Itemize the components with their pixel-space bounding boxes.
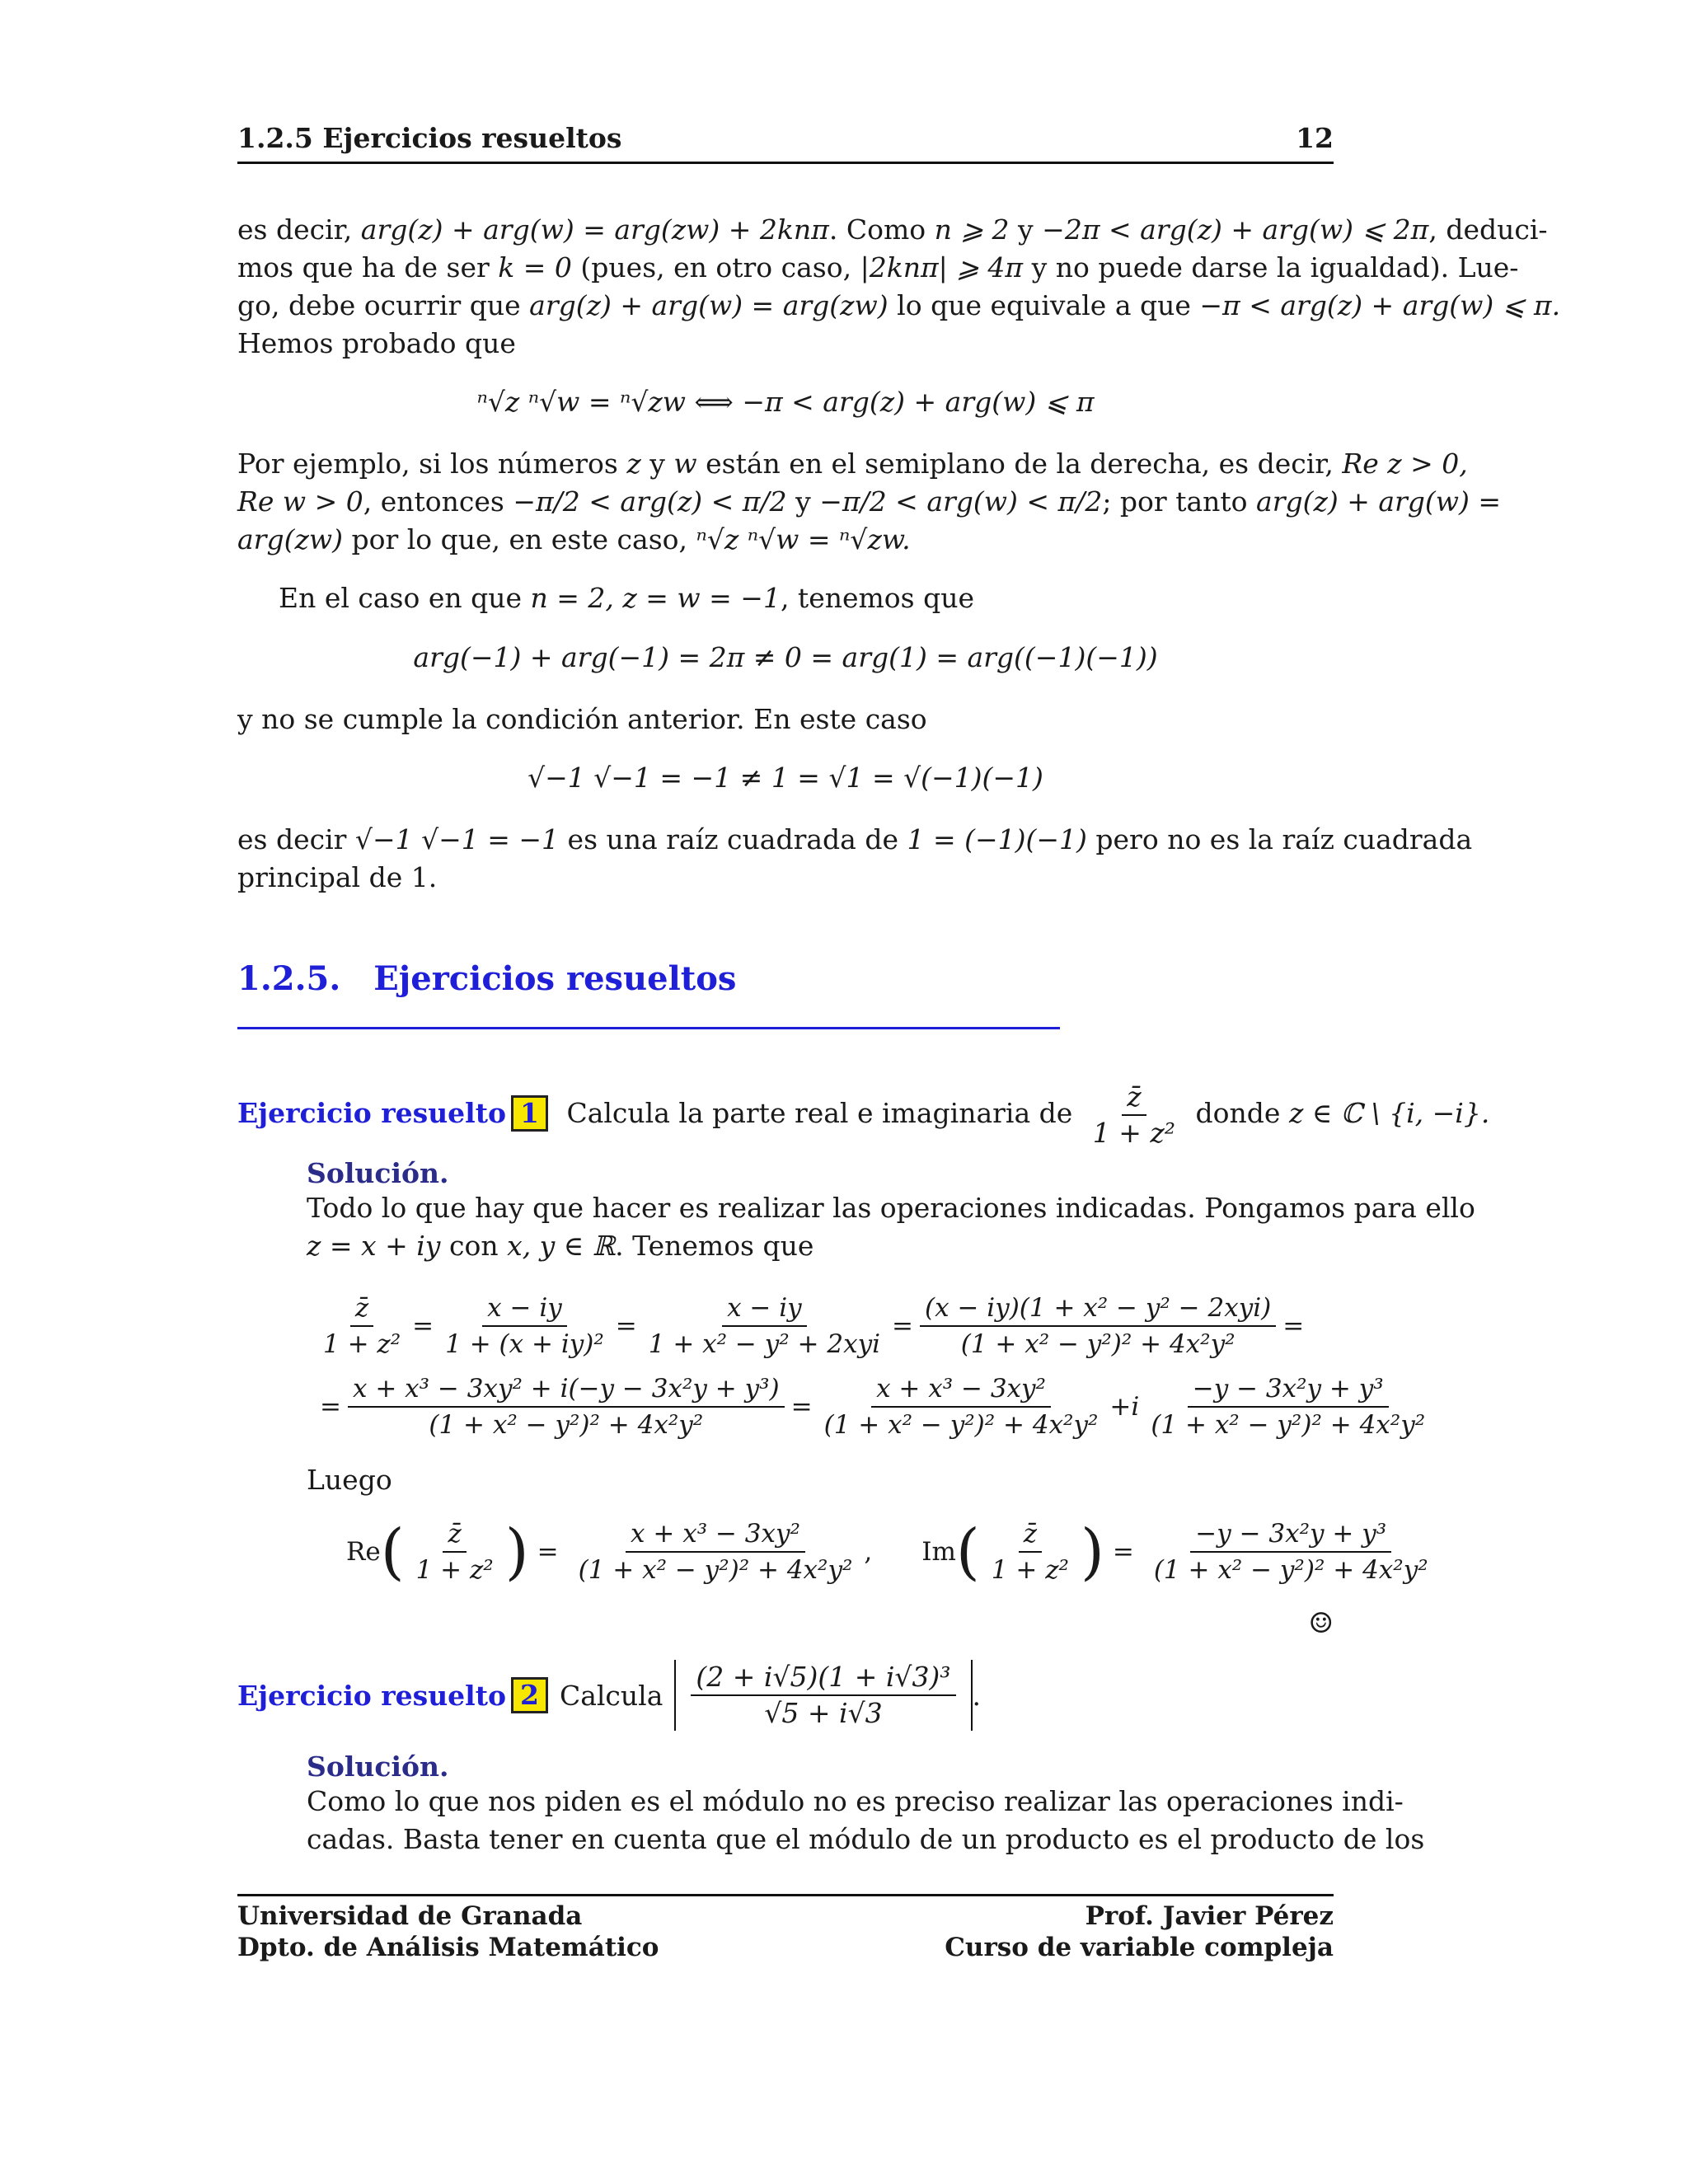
math-inline: arg(z) + arg(w) = arg(zw) [529, 289, 889, 321]
para5-line2 [237, 859, 1334, 897]
computation-row-2: = $\frac{\text{x + x³ − 3xy² + i(−y − 3x²y + y³)}}{\text{(1 + x² − y²)² + 4x²y²}}$ = $\frac{\text{x + x³ − 3xy²}}{\text{(1 + x² − y²)² + 4x²y²}}$ + i $\frac{\text{−y − 3x²y + y³}}{\text{(1 + x² − y²)² + 4x²y²}}$ [320, 1371, 1437, 1442]
paragraph-5 [237, 821, 1473, 897]
solution-text: Todo lo que hay que hacer es realizar las operaciones indicadas. Pongamos para ello [307, 1192, 1475, 1224]
luego-text: Luego [307, 1464, 392, 1496]
section-number: 1.2.5. [237, 959, 341, 998]
fraction-denominator: (1 + x² − y²)² + 4x²y² [1151, 1410, 1426, 1440]
solution-1 [307, 1157, 1475, 1265]
math-inline: Re z > 0, [1342, 448, 1468, 480]
text: , tenemos que [780, 582, 974, 614]
fraction [440, 1291, 609, 1361]
section-rule [237, 1027, 1060, 1029]
math-inline: 1. [410, 861, 438, 893]
page [237, 0, 1561, 2184]
fraction [1149, 1516, 1433, 1587]
text: Calcula la parte real e imaginaria de [566, 1097, 1073, 1129]
equation-roots-product: ⁿ√z ⁿ√w = ⁿ√zw ⟺ −π < arg(z) + arg(w) ⩽ π [476, 386, 1095, 418]
footer-department: Dpto. de Análisis Matemático [237, 1933, 659, 1962]
para1-line1 [237, 211, 1548, 249]
paragraph-2 [237, 445, 1502, 559]
computation-row-1: $\frac{z̄}{\text{1 + z²}}$ = $\frac{x - iy}{\text{1 + (x + iy)²}}$ = $\frac{x - iy}{\text{1 + x² − y² + 2xyi}}$ = $\frac{\text{(x − iy)(1 + x² − y² − 2xyi)}}{\text{(1 + x² − y²)² + 4x²y²}}$ = [312, 1291, 1304, 1361]
fraction [920, 1291, 1276, 1361]
fraction-denominator: (1 + x² − y²)² + 4x²y² [1153, 1555, 1428, 1585]
fraction-numerator: z̄ [1122, 1080, 1146, 1116]
fraction-denominator: 1 + x² − y² + 2xyi [648, 1329, 881, 1359]
footer-rule [237, 1894, 1334, 1896]
text: . Como [828, 213, 926, 246]
solution-text: cadas. Basta tener en cuenta que el módulo de un producto es el producto de los [307, 1823, 1425, 1855]
fraction-denominator: √5 + i√3 [764, 1697, 883, 1729]
text: , entonces [363, 485, 504, 518]
exercise-label: Ejercicio resuelto [237, 1097, 506, 1129]
fraction [411, 1516, 499, 1587]
fraction-numerator: x − iy [482, 1291, 567, 1327]
fraction [348, 1371, 785, 1442]
math-inline: w [673, 448, 697, 480]
text: y [1018, 213, 1034, 246]
fraction-numerator: x − iy [722, 1291, 807, 1327]
fraction-denominator: 1 + z² [323, 1329, 401, 1359]
fraction-numerator: x + x³ − 3xy² [626, 1516, 805, 1553]
math-inline: −2π < arg(z) + arg(w) ⩽ 2π [1042, 213, 1429, 246]
math-inline: −π/2 < arg(w) < π/2 [819, 485, 1103, 518]
re-im-results: Re ( $\frac{z̄}{\text{1 + z²}}$ ) = $\frac{\text{x + x³ − 3xy²}}{\text{(1 + x² − y²)² + 4x²y²}}$ , Im ( $\frac{z̄}{\text{1 + z²}}$ ) = $\frac{\text{−y − 3x²y + y³}}{\text{(1 + x² − y²)² + 4x²y²}}$ [346, 1516, 1440, 1587]
text: es una raíz cuadrada de [567, 823, 898, 855]
text: con [448, 1230, 499, 1262]
math-inline: arg(zw) [237, 523, 343, 555]
fraction-numerator: (x − iy)(1 + x² − y² − 2xyi) [920, 1291, 1276, 1327]
text: Por ejemplo, si los números [237, 448, 618, 480]
solution-label: Solución. [307, 1750, 449, 1783]
text: donde [1195, 1097, 1281, 1129]
math-inline: −π/2 < arg(z) < π/2 [513, 485, 787, 518]
fraction-numerator: (2 + i√5)(1 + i√3)³ [691, 1660, 955, 1696]
solution-text-line2 [307, 1227, 1334, 1265]
para2-line1 [237, 445, 1468, 483]
equation-sqrt-minus-one: √−1 √−1 = −1 ≠ 1 = √1 = √(−1)(−1) [528, 762, 1043, 794]
math-inline: x, y ∈ ℝ [507, 1230, 616, 1262]
end-of-solution-smiley-icon: ☺ [1308, 1607, 1334, 1640]
math-inline: −π < arg(z) + arg(w) ⩽ π. [1199, 289, 1561, 321]
math-inline: arg(z) + arg(w) = [1256, 485, 1502, 518]
solution-label: Solución. [307, 1157, 449, 1189]
fraction-denominator: 1 + z² [1092, 1117, 1176, 1149]
text: es decir [237, 823, 347, 855]
text: es decir, [237, 213, 353, 246]
text: (pues, en otro caso, [580, 251, 852, 284]
equation-arg-sum: arg(−1) + arg(−1) = 2π ≠ 0 = arg(1) = arg((−1)(−1)) [413, 641, 1158, 673]
running-header-title: 1.2.5 Ejercicios resueltos [237, 122, 622, 154]
fraction-denominator: (1 + x² − y²)² + 4x²y² [823, 1410, 1099, 1440]
text: pero no es la raíz cuadrada [1095, 823, 1473, 855]
fraction-denominator: (1 + x² − y²)² + 4x²y² [960, 1329, 1236, 1359]
paragraph-3 [237, 579, 1334, 617]
solution-text: Como lo que nos piden es el módulo no es preciso realizar las operaciones indi- [307, 1785, 1404, 1817]
para2-line2 [237, 483, 1502, 521]
fraction [691, 1660, 955, 1731]
math-inline: ⁿ√z ⁿ√w = ⁿ√zw. [696, 523, 911, 555]
math-inline: 1 = (−1)(−1) [907, 823, 1087, 855]
fraction-denominator: 1 + z² [991, 1555, 1069, 1585]
exercise-label: Ejercicio resuelto [237, 1679, 506, 1712]
text: y [795, 485, 811, 518]
fraction [318, 1291, 406, 1361]
text: están en el semiplano de la derecha, es decir, [706, 448, 1334, 480]
math-inline: arg(z) + arg(w) = arg(zw) + 2knπ [360, 213, 829, 246]
fraction-denominator: (1 + x² − y²)² + 4x²y² [578, 1555, 853, 1585]
text: ; por tanto [1102, 485, 1248, 518]
text: por lo que, en este caso, [351, 523, 687, 555]
para5-line1 [237, 821, 1473, 859]
fraction [1146, 1371, 1430, 1442]
text: En el caso en que [279, 582, 523, 614]
math-inline: n = 2, z = w = −1 [530, 582, 781, 614]
header-rule [237, 162, 1334, 164]
math-inline: z [626, 448, 641, 480]
fraction-denominator: 1 + (x + iy)² [445, 1329, 604, 1359]
paragraph-4: y no se cumple la condición anterior. En este caso [237, 703, 927, 735]
fraction-numerator: x + x³ − 3xy² + i(−y − 3x²y + y³) [348, 1371, 785, 1408]
page-number: 12 [1296, 122, 1334, 154]
footer-university: Universidad de Granada [237, 1901, 583, 1931]
footer-author: Prof. Javier Pérez [1085, 1901, 1334, 1931]
fraction-denominator: 1 + z² [415, 1555, 494, 1585]
im-operator: Im [921, 1537, 956, 1567]
fraction-numerator: −y − 3x²y + y³ [1190, 1516, 1391, 1553]
fraction-numerator: x + x³ − 3xy² [871, 1371, 1051, 1408]
math-inline: n ⩾ 2 [934, 213, 1010, 246]
text: Calcula [559, 1679, 663, 1712]
modulus-bars [674, 1660, 972, 1731]
fraction-denominator: (1 + x² − y²)² + 4x²y² [429, 1410, 704, 1440]
exercise-number-badge: 1 [511, 1095, 548, 1132]
fraction [644, 1291, 885, 1361]
paragraph-1 [237, 211, 1561, 363]
math-inline: k = 0 [498, 251, 572, 284]
section-heading [237, 959, 736, 998]
text: lo que equivale a que [897, 289, 1191, 321]
text: mos que ha de ser [237, 251, 490, 284]
fraction-numerator: z̄ [1019, 1516, 1042, 1553]
fraction [1088, 1080, 1180, 1151]
fraction [987, 1516, 1074, 1587]
math-inline: |2knπ| ⩾ 4π [860, 251, 1024, 284]
para1-line2 [237, 249, 1519, 287]
math-inline: √−1 √−1 = −1 [354, 823, 560, 855]
text: y [649, 448, 665, 480]
re-operator: Re [346, 1537, 381, 1567]
fraction-numerator: −y − 3x²y + y³ [1188, 1371, 1389, 1408]
math-inline: z = x + iy [307, 1230, 441, 1262]
fraction-numerator: z̄ [350, 1291, 373, 1327]
exercise-number-badge: 2 [511, 1677, 548, 1713]
fraction-numerator: z̄ [443, 1516, 466, 1553]
math-inline: z ∈ ℂ \ {i, −i}. [1288, 1097, 1490, 1129]
text: . Tenemos que [615, 1230, 814, 1262]
footer-right [945, 1900, 1334, 1963]
para2-line3 [237, 521, 1334, 559]
para1-line4: Hemos probado que [237, 327, 516, 359]
fraction [819, 1371, 1104, 1442]
text: principal de [237, 861, 403, 893]
solution-2 [307, 1750, 1425, 1858]
text: y no puede darse la igualdad). Lue- [1031, 251, 1519, 284]
fraction [574, 1516, 858, 1587]
math-inline: Re w > 0 [237, 485, 363, 518]
text: , deduci- [1428, 213, 1548, 246]
footer-course: Curso de variable compleja [945, 1933, 1334, 1962]
section-title: Ejercicios resueltos [373, 959, 737, 998]
exercise-2-statement: Ejercicio resuelto 2 Calcula $\frac{\text{(2 + i√5)(1 + i√3)³}}{√5 + i√3}$ . [237, 1661, 982, 1729]
exercise-1-statement [237, 1080, 1489, 1151]
text: go, debe ocurrir que [237, 289, 521, 321]
footer-left [237, 1900, 659, 1963]
para1-line3 [237, 287, 1561, 325]
